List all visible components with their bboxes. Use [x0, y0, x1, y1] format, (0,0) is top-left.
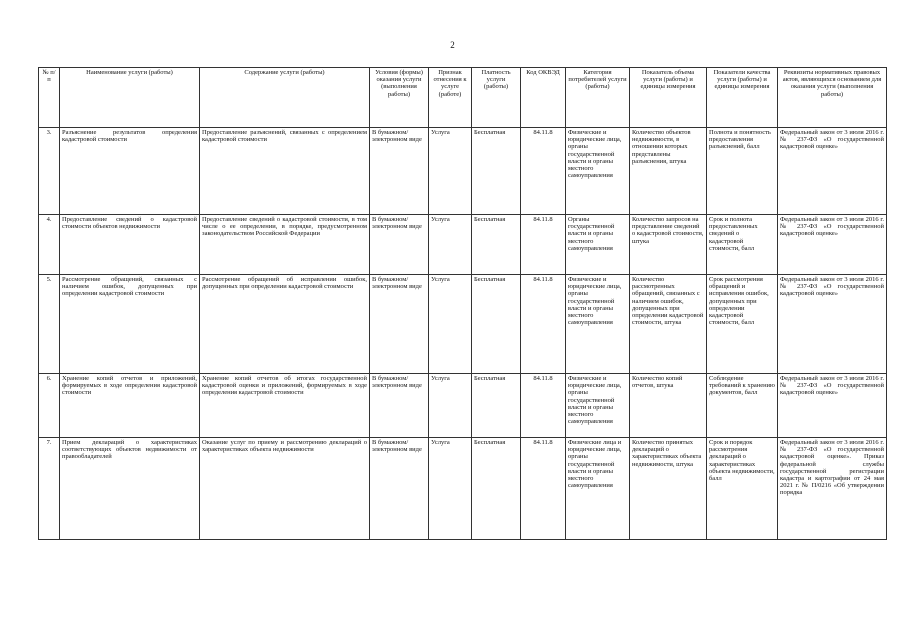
okved-code: 84.11.8 — [521, 438, 566, 540]
row-number: 5. — [39, 275, 60, 374]
okved-code: 84.11.8 — [521, 275, 566, 374]
service-name: Прием деклараций о характеристиках соответствующих объектов недвижимости от правообладателей — [60, 438, 200, 540]
quality-indicator: Срок и порядок рассмотрения деклараций о характеристиках объекта недвижимости, балл — [707, 438, 778, 540]
header-cell: Реквизиты нормативных правовых актов, являющихся основанием для оказания услуги (выполнения работы) — [778, 68, 887, 128]
service-type: Услуга — [429, 128, 472, 215]
row-number: 4. — [39, 215, 60, 275]
row-number: 7. — [39, 438, 60, 540]
service-type: Услуга — [429, 275, 472, 374]
service-type: Услуга — [429, 374, 472, 438]
quality-indicator: Срок рассмотрения обращений и исправления ошибок, допущенных при определении кадастровой стоимости, балл — [707, 275, 778, 374]
table-row — [39, 438, 887, 540]
table-row — [39, 215, 887, 275]
quality-indicator: Соблюдение требований к хранению документов, балл — [707, 374, 778, 438]
service-form: В бумажном/ электронном виде — [370, 215, 429, 275]
legal-acts: Федеральный закон от 3 июля 2016 г. № 237-ФЗ «О государственной кадастровой оценке» — [778, 374, 887, 438]
row-number: 3. — [39, 128, 60, 215]
table-header-row — [39, 68, 887, 128]
volume-indicator: Количество запросов на представление сведений о кадастровой стоимости, штука — [630, 215, 707, 275]
service-form: В бумажном/ электронном виде — [370, 128, 429, 215]
service-type: Услуга — [429, 215, 472, 275]
legal-acts: Федеральный закон от 3 июля 2016 г. № 237-ФЗ «О государственной кадастровой оценке». Приказ федеральной службы государственной регистрации кадастра и картографии от 24 мая 2021 г. № П/0216 «Об утверждении порядка — [778, 438, 887, 540]
consumer-category: Физические и юридические лица, органы государственной власти и органы местного самоуправления — [566, 374, 630, 438]
service-content: Хранение копий отчетов об итогах государственной кадастровой оценки и приложений, формируемых в ходе определения кадастровой стоимости — [200, 374, 370, 438]
row-number: 6. — [39, 374, 60, 438]
header-cell: Признак отнесения к услуге (работе) — [429, 68, 472, 128]
volume-indicator: Количество принятых деклараций о характеристиках объекта недвижимости, штука — [630, 438, 707, 540]
service-name: Рассмотрение обращений, связанных с наличием ошибок, допущенных при определении кадастровой стоимости — [60, 275, 200, 374]
table-row — [39, 275, 887, 374]
volume-indicator: Количество копий отчетов, штука — [630, 374, 707, 438]
header-cell: Показатели качества услуги (работы) и единицы измерения — [707, 68, 778, 128]
volume-indicator: Количество рассмотренных обращений, связанных с наличием ошибок, допущенных при определении кадастровой стоимости, штука — [630, 275, 707, 374]
legal-acts: Федеральный закон от 3 июля 2016 г. № 237-ФЗ «О государственной кадастровой оценке» — [778, 215, 887, 275]
consumer-category: Физические лица и юридические лица, органы государственной власти и органы местного самоуправления — [566, 438, 630, 540]
service-payment: Бесплатная — [472, 128, 521, 215]
quality-indicator: Срок и полнота предоставленных сведений о кадастровой стоимости, балл — [707, 215, 778, 275]
header-cell: Код ОКВЭД — [521, 68, 566, 128]
service-name: Предоставление сведений о кадастровой стоимости объектов недвижимости — [60, 215, 200, 275]
header-cell: Условия (формы) оказания услуги (выполнения работы) — [370, 68, 429, 128]
page-number: 2 — [450, 40, 455, 50]
quality-indicator: Полнота и понятность предоставления разъяснений, балл — [707, 128, 778, 215]
header-cell: Платность услуги (работы) — [472, 68, 521, 128]
service-form: В бумажном/ электронном виде — [370, 438, 429, 540]
consumer-category: Физические и юридические лица, органы государственной власти и органы местного самоуправления — [566, 128, 630, 215]
okved-code: 84.11.8 — [521, 215, 566, 275]
service-content: Оказание услуг по приему и рассмотрению деклараций о характеристиках объекта недвижимости — [200, 438, 370, 540]
header-cell: Наименование услуги (работы) — [60, 68, 200, 128]
okved-code: 84.11.8 — [521, 128, 566, 215]
consumer-category: Физические и юридические лица, органы государственной власти и органы местного самоуправления — [566, 275, 630, 374]
service-name: Хранение копий отчетов и приложений, формируемых в ходе определения кадастровой стоимости — [60, 374, 200, 438]
header-cell: № п/п — [39, 68, 60, 128]
legal-acts: Федеральный закон от 3 июля 2016 г. № 237-ФЗ «О государственной кадастровой оценке» — [778, 128, 887, 215]
legal-acts: Федеральный закон от 3 июля 2016 г. № 237-ФЗ «О государственной кадастровой оценке» — [778, 275, 887, 374]
okved-code: 84.11.8 — [521, 374, 566, 438]
service-payment: Бесплатная — [472, 374, 521, 438]
service-name: Разъяснение результатов определения кадастровой стоимости — [60, 128, 200, 215]
header-cell: Категория потребителей услуги (работы) — [566, 68, 630, 128]
table-row — [39, 374, 887, 438]
services-table — [38, 67, 887, 540]
service-payment: Бесплатная — [472, 215, 521, 275]
service-content: Предоставление сведений о кадастровой стоимости, в том числе о ее определении, в порядке, предусмотренном законодательством Российской Федерации — [200, 215, 370, 275]
service-content: Предоставление разъяснений, связанных с определением кадастровой стоимости — [200, 128, 370, 215]
service-form: В бумажном/ электронном виде — [370, 374, 429, 438]
header-cell: Содержание услуги (работы) — [200, 68, 370, 128]
service-content: Рассмотрение обращений об исправлении ошибок, допущенных при определении кадастровой стоимости — [200, 275, 370, 374]
volume-indicator: Количество объектов недвижимости, в отношении которых представлены разъяснения, штука — [630, 128, 707, 215]
service-payment: Бесплатная — [472, 438, 521, 540]
service-type: Услуга — [429, 438, 472, 540]
service-form: В бумажном/ электронном виде — [370, 275, 429, 374]
service-payment: Бесплатная — [472, 275, 521, 374]
header-cell: Показатель объема услуги (работы) и единицы измерения — [630, 68, 707, 128]
consumer-category: Органы государственной власти и органы местного самоуправления — [566, 215, 630, 275]
table-row — [39, 128, 887, 215]
